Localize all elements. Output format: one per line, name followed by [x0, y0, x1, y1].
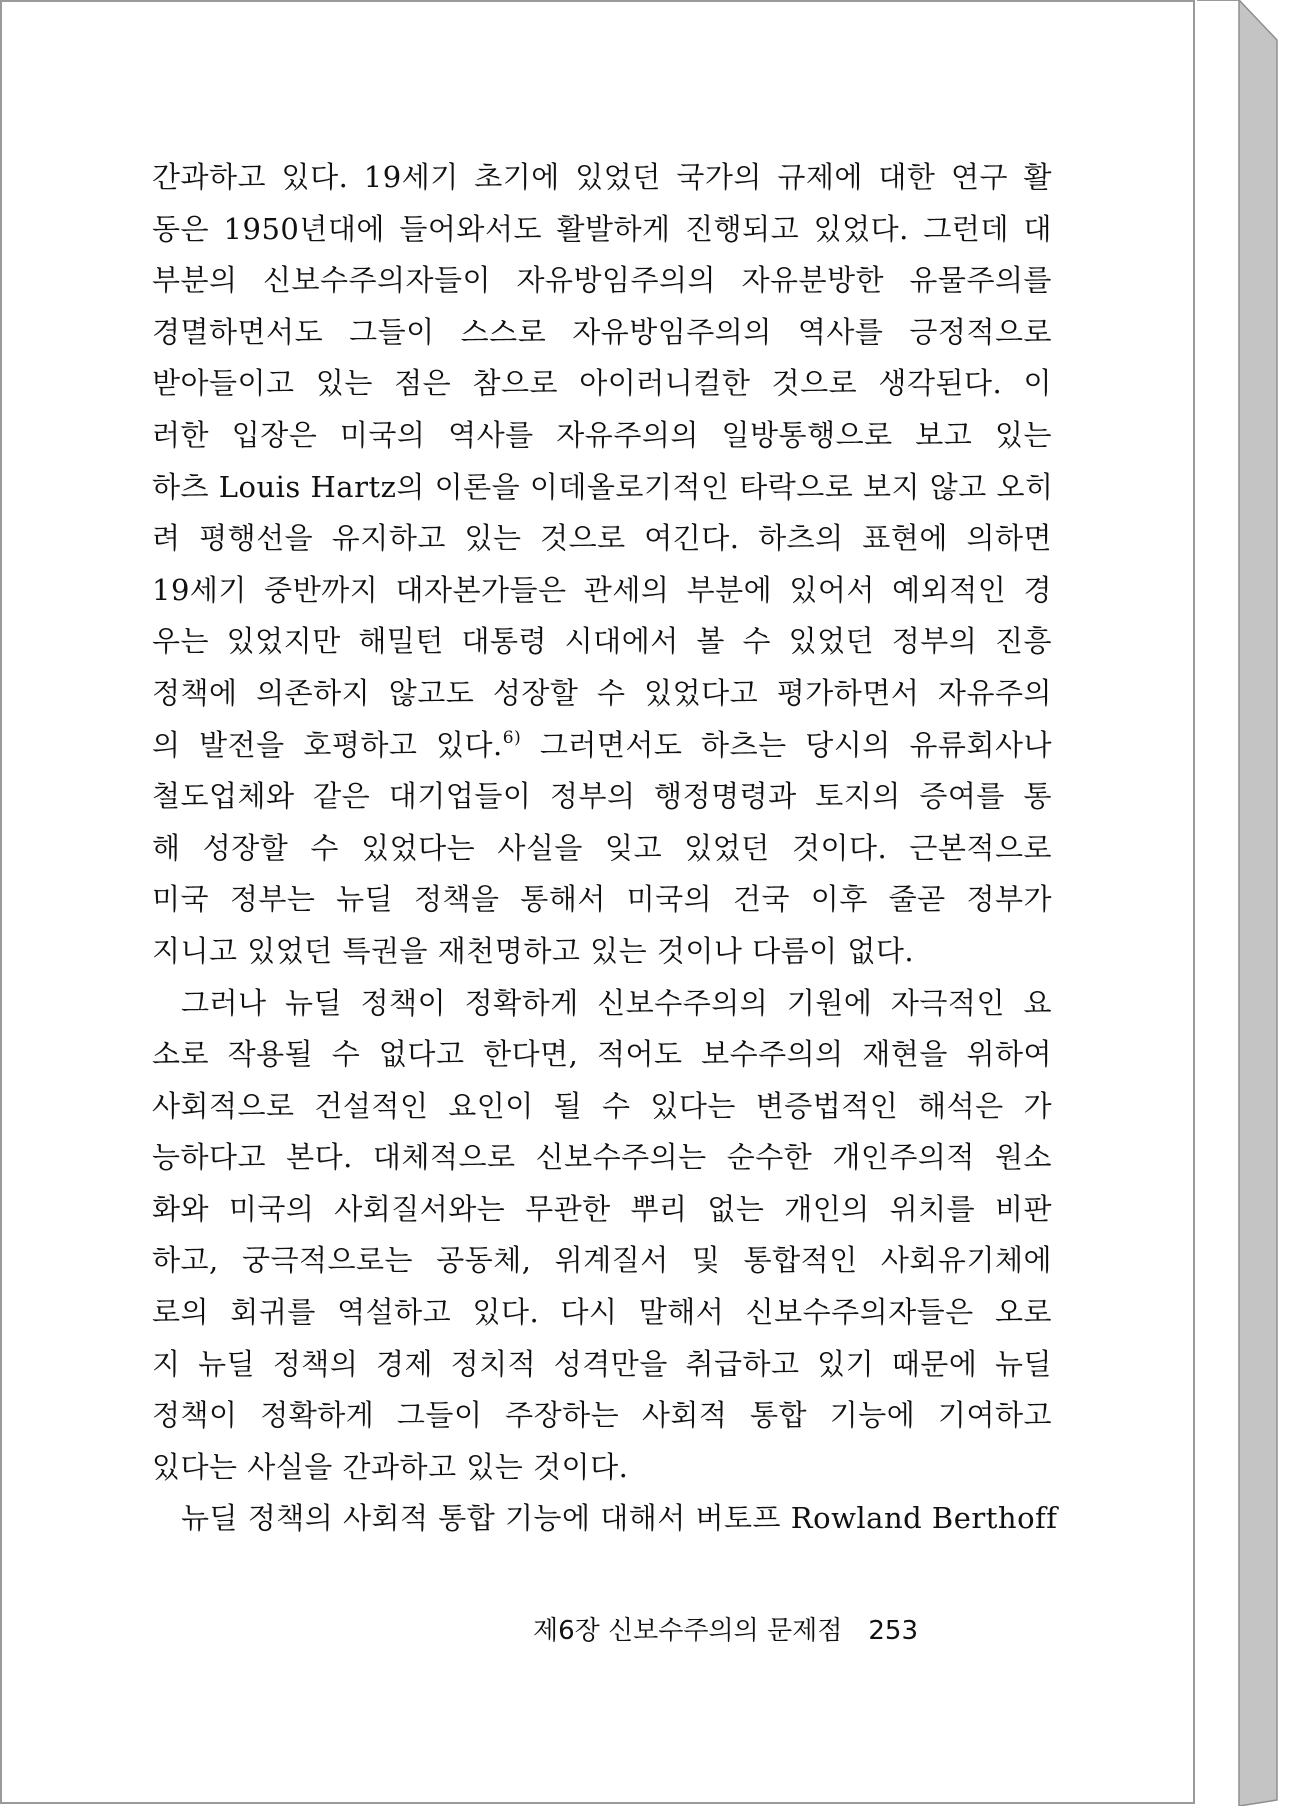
text-line-content: 받아들이고 있는 점은 참으로 아이러니컬한 것으로 생각된다. 이 [152, 366, 1052, 401]
text-line [152, 1442, 1052, 1494]
text-line [152, 410, 1052, 462]
text-line [152, 358, 1052, 410]
text-line [152, 978, 1052, 1030]
chapter-title: 제6장 신보수주의의 문제점 [533, 1616, 843, 1646]
text-line-content: 19세기 중반까지 대자본가들은 관세의 부분에 있어서 예외적인 경 [152, 572, 1052, 607]
footnote-marker: 6) [502, 727, 522, 748]
text-line-content: 우는 있었지만 해밀턴 대통령 시대에서 볼 수 있었던 정부의 진흥 [152, 624, 1052, 659]
text-line [152, 565, 1052, 617]
text-line-content: 정책에 의존하지 않고도 성장할 수 있었다고 평가하면서 자유주의 [152, 675, 1052, 710]
text-line-content: 경멸하면서도 그들이 스스로 자유방임주의의 역사를 긍정적으로 [152, 314, 1052, 349]
text-line-content: 하츠 Louis Hartz의 이론을 이데올로기적인 타락으로 보지 않고 오히 [152, 469, 1054, 504]
text-line [152, 1390, 1052, 1442]
text-line-content: 러한 입장은 미국의 역사를 자유주의의 일방통행으로 보고 있는 [152, 417, 1052, 452]
page-number: 253 [868, 1616, 918, 1646]
text-line [152, 1029, 1052, 1081]
text-line-content: 하고, 궁극적으로는 공동체, 위계질서 및 통합적인 사회유기체에 [152, 1243, 1052, 1278]
text-line-content: 철도업체와 같은 대기업들이 정부의 행정명령과 토지의 증여를 통 [152, 779, 1052, 814]
body-text [152, 152, 1058, 1545]
text-line [152, 1081, 1052, 1133]
text-line-content: 능하다고 본다. 대체적으로 신보수주의는 순수한 개인주의적 원소 [152, 1140, 1052, 1175]
text-line [152, 668, 1052, 720]
text-line-content: 로의 회귀를 역설하고 있다. 다시 말해서 신보수주의자들은 오로 [152, 1295, 1052, 1330]
text-line-content: 뉴딜 정책의 사회적 통합 기능에 대해서 버토프 Rowland Berthoff [181, 1501, 1058, 1536]
text-line [152, 874, 1052, 926]
text-line [152, 307, 1052, 359]
text-line-content: 려 평행선을 유지하고 있는 것으로 여긴다. 하츠의 표현에 의하면 [152, 521, 1052, 556]
text-line [152, 1287, 1052, 1339]
text-line [152, 616, 1052, 668]
text-line [152, 1132, 1052, 1184]
text-line-content: 화와 미국의 사회질서와는 무관한 뿌리 없는 개인의 위치를 비판 [152, 1191, 1052, 1226]
text-line-content-after: 그러면서도 하츠는 당시의 유류회사나 [521, 727, 1052, 762]
text-line [152, 513, 1052, 565]
text-line-content: 지니고 있었던 특권을 재천명하고 있는 것이나 다름이 없다. [152, 933, 915, 968]
text-line-content: 의 발전을 호평하고 있다. [152, 727, 503, 762]
text-line-content: 정책이 정확하게 그들이 주장하는 사회적 통합 기능에 기여하고 [152, 1398, 1052, 1433]
text-line [152, 1235, 1052, 1287]
text-line [152, 255, 1052, 307]
text-line-content: 간과하고 있다. 19세기 초기에 있었던 국가의 규제에 대한 연구 활 [152, 160, 1052, 194]
text-line-content: 동은 1950년대에 들어와서도 활발하게 진행되고 있었다. 그런데 대 [152, 211, 1052, 246]
text-line [152, 1339, 1052, 1391]
text-line-content: 사회적으로 건설적인 요인이 될 수 있다는 변증법적인 해석은 가 [152, 1088, 1052, 1123]
text-line [152, 204, 1052, 256]
text-line-content: 미국 정부는 뉴딜 정책을 통해서 미국의 건국 이후 줄곧 정부가 [152, 882, 1052, 917]
text-line [152, 152, 1052, 204]
text-line [152, 823, 1052, 875]
text-line-content: 지 뉴딜 정책의 경제 정치적 성격만을 취급하고 있기 때문에 뉴딜 [152, 1346, 1052, 1381]
text-line-content: 있다는 사실을 간과하고 있는 것이다. [152, 1449, 629, 1484]
text-line-content: 부분의 신보수주의자들이 자유방임주의의 자유분방한 유물주의를 [152, 263, 1052, 298]
text-line [152, 771, 1052, 823]
text-line-content: 소로 작용될 수 없다고 한다면, 적어도 보수주의의 재현을 위하여 [152, 1037, 1052, 1072]
text-line [152, 720, 1052, 772]
book-spine [1197, 0, 1297, 1806]
spine-edge-graphic [1197, 0, 1297, 1806]
text-line [152, 1184, 1052, 1236]
text-line-content: 그러나 뉴딜 정책이 정확하게 신보수주의의 기원에 자극적인 요 [181, 985, 1052, 1020]
text-line [152, 1493, 1058, 1545]
text-line [152, 926, 1052, 978]
text-line-content: 해 성장할 수 있었다는 사실을 잊고 있었던 것이다. 근본적으로 [152, 830, 1052, 865]
text-line [152, 462, 1052, 514]
running-footer [533, 1610, 918, 1647]
